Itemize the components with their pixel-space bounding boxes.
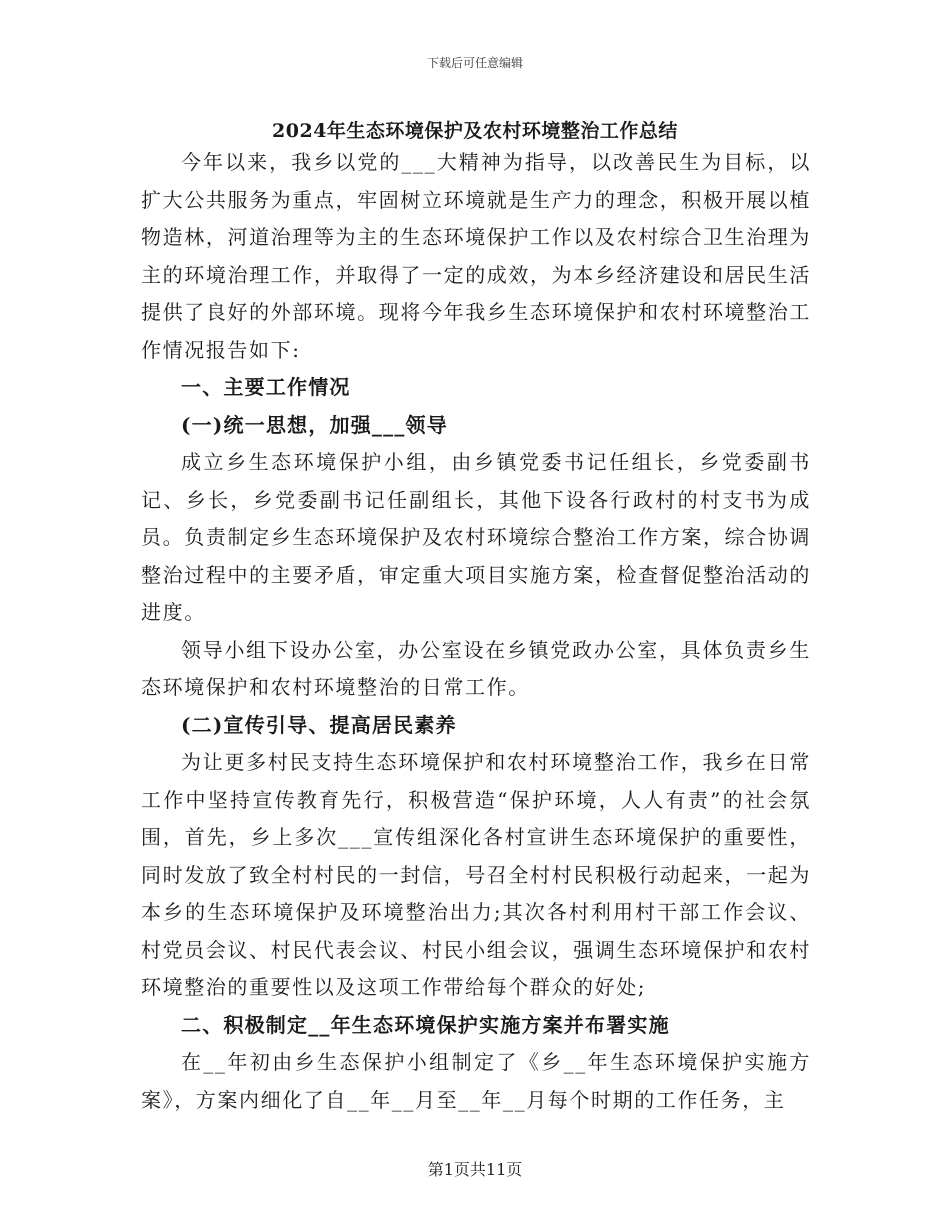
section-heading-2: 二、积极制定__年生态环境保护实施方案并布署实施: [181, 1012, 670, 1037]
header-note: 下载后可任意编辑: [426, 56, 523, 70]
intro-paragraph: 今年以来，我乡以党的___大精神为指导，以改善民生为目标，以扩大公共服务为重点，牢固树立环境就是生产力的理念，积极开展以植物造林，河道治理等为主的生态环境保护工作以及农村综合卫生治理为主的环境治理工作，并取得了一定的成效，为本乡经济建设和居民生活提供了良好的外部环境。现将今年我乡生态环境保护和农村环境整治工作情况报告如下:: [141, 150, 811, 362]
body-paragraph: 在__年初由乡生态保护小组制定了《乡__年生态环境保护实施方案》，方案内细化了自__年__月至__年__月每个时期的工作任务，主: [141, 1050, 811, 1112]
body-paragraph: 为让更多村民支持生态环境保护和农村环境整治工作，我乡在日常工作中坚持宣传教育先行，积极营造“保护环境，人人有责”的社会氛围，首先，乡上多次___宣传组深化各村宣讲生态环境保护的重要性，同时发放了致全村村民的一封信，号召全村村民积极行动起来，一起为本乡的生态环境保护及环境整治出力;其次各村利用村干部工作会议、村党员会议、村民代表会议、村民小组会议，强调生态环境保护和农村环境整治的重要性以及这项工作带给每个群众的好处;: [141, 750, 811, 999]
subsection-heading-1: (一)统一思想，加强___领导: [181, 412, 448, 437]
document-body: [141, 144, 811, 1119]
body-paragraph: 领导小组下设办公室，办公室设在乡镇党政办公室，具体负责乡生态环境保护和农村环境整治的日常工作。: [141, 637, 811, 699]
subsection-heading-2: (二)宣传引导、提高居民素养: [181, 712, 457, 737]
body-paragraph: 成立乡生态环境保护小组，由乡镇党委书记任组长，乡党委副书记、乡长，乡党委副书记任副组长，其他下设各行政村的村支书为成员。负责制定乡生态环境保护及农村环境综合整治工作方案，综合协调整治过程中的主要矛盾，审定重大项目实施方案，检查督促整治活动的进度。: [141, 450, 811, 624]
page-footer: 第1页共11页: [427, 1160, 523, 1179]
section-heading-1: 一、主要工作情况: [181, 375, 351, 399]
document-title: 2024年生态环境保护及农村环境整治工作总结: [272, 120, 678, 142]
